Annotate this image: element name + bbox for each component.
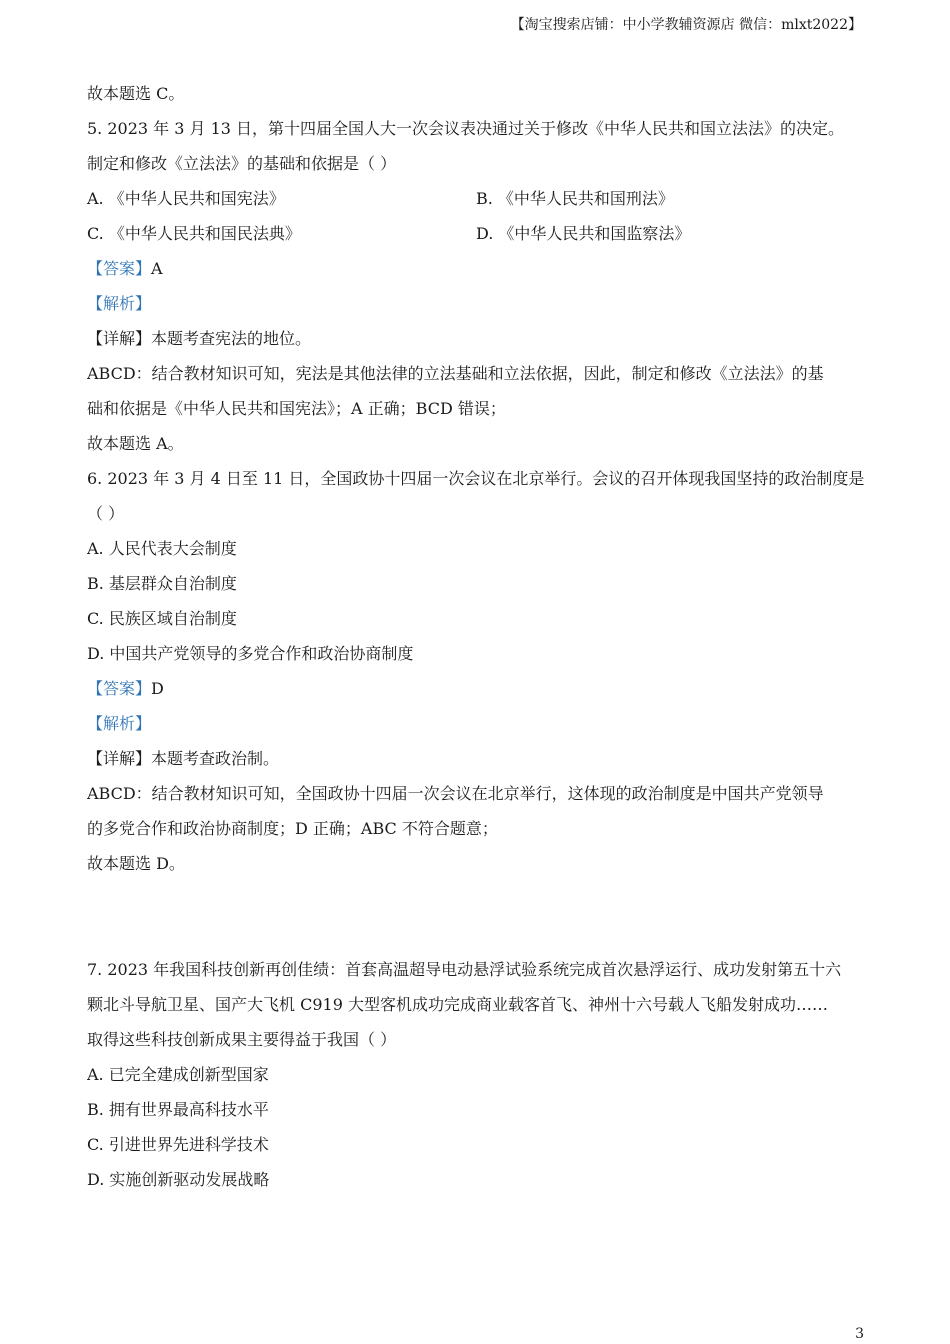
q6-analysis-tag: 【解析】: [87, 714, 152, 733]
q5-explain-line1: ABCD：结合教材知识可知，宪法是其他法律的立法基础和立法依据，因此，制定和修改《立法法》的基: [87, 364, 824, 383]
q6-option-c: C. 民族区域自治制度: [87, 609, 237, 628]
q6-explain-line2: 的多党合作和政治协商制度；D 正确；ABC 不符合题意；: [87, 819, 498, 838]
q5-option-c: C. 《中华人民共和国民法典》: [87, 224, 301, 243]
q5-stem-line2: 制定和修改《立法法》的基础和依据是（ ）: [87, 154, 397, 173]
q5-explain-line2: 础和依据是《中华人民共和国宪法》；A 正确；BCD 错误；: [87, 399, 506, 418]
q6-stem-line2: （ ）: [87, 504, 125, 523]
q5-options-row2: [87, 216, 867, 251]
q6-stem-line1: 6. 2023 年 3 月 4 日至 11 日，全国政协十四届一次会议在北京举行。会议的召开体现我国坚持的政治制度是: [87, 469, 865, 488]
page-content: [87, 76, 867, 1197]
q7-stem-line3: 取得这些科技创新成果主要得益于我国（ ）: [87, 1030, 397, 1049]
q5-option-b: B. 《中华人民共和国刑法》: [476, 189, 674, 208]
q5-conclusion: 故本题选 A。: [87, 434, 184, 453]
section-spacer: [87, 881, 867, 952]
q5-answer: [87, 251, 867, 286]
q6-option-a: A. 人民代表大会制度: [87, 539, 237, 558]
q6-answer-tag: 【答案】: [87, 679, 152, 698]
q7-option-b: B. 拥有世界最高科技水平: [87, 1100, 269, 1119]
q6-option-d: D. 中国共产党领导的多党合作和政治协商制度: [87, 644, 414, 663]
q6-option-b: B. 基层群众自治制度: [87, 574, 237, 593]
q5-stem-line1: 5. 2023 年 3 月 13 日，第十四届全国人大一次会议表决通过关于修改《中华人民共和国立法法》的决定。: [87, 119, 845, 138]
question-5: [87, 111, 867, 461]
question-7: [87, 952, 867, 1197]
q7-option-d: D. 实施创新驱动发展战略: [87, 1170, 270, 1189]
q6-answer-value: D: [151, 679, 164, 698]
previous-conclusion: 故本题选 C。: [87, 84, 185, 103]
page-header: 【淘宝搜索店铺：中小学教辅资源店 微信：mlxt2022】: [510, 17, 862, 33]
q5-answer-value: A: [151, 259, 163, 278]
q5-detail: 【详解】本题考查宪法的地位。: [87, 329, 312, 348]
q7-stem-line1: 7. 2023 年我国科技创新再创佳绩：首套高温超导电动悬浮试验系统完成首次悬浮运行、成功发射第五十六: [87, 960, 842, 979]
q5-answer-tag: 【答案】: [87, 259, 152, 278]
q5-option-a: A. 《中华人民共和国宪法》: [87, 189, 285, 208]
q5-option-d: D. 《中华人民共和国监察法》: [476, 224, 691, 243]
q6-answer: [87, 671, 867, 706]
q5-analysis-tag: 【解析】: [87, 294, 152, 313]
question-6: [87, 461, 867, 881]
q7-stem-line2: 颗北斗导航卫星、国产大飞机 C919 大型客机成功完成商业载客首飞、神州十六号载人飞船发射成功……: [87, 995, 828, 1014]
q6-explain-line1: ABCD：结合教材知识可知，全国政协十四届一次会议在北京举行，这体现的政治制度是中国共产党领导: [87, 784, 824, 803]
q5-options-row1: [87, 181, 867, 216]
q7-option-c: C. 引进世界先进科学技术: [87, 1135, 269, 1154]
page-number: 3: [855, 1326, 864, 1342]
q6-detail: 【详解】本题考查政治制。: [87, 749, 280, 768]
q7-option-a: A. 已完全建成创新型国家: [87, 1065, 269, 1084]
q6-conclusion: 故本题选 D。: [87, 854, 185, 873]
